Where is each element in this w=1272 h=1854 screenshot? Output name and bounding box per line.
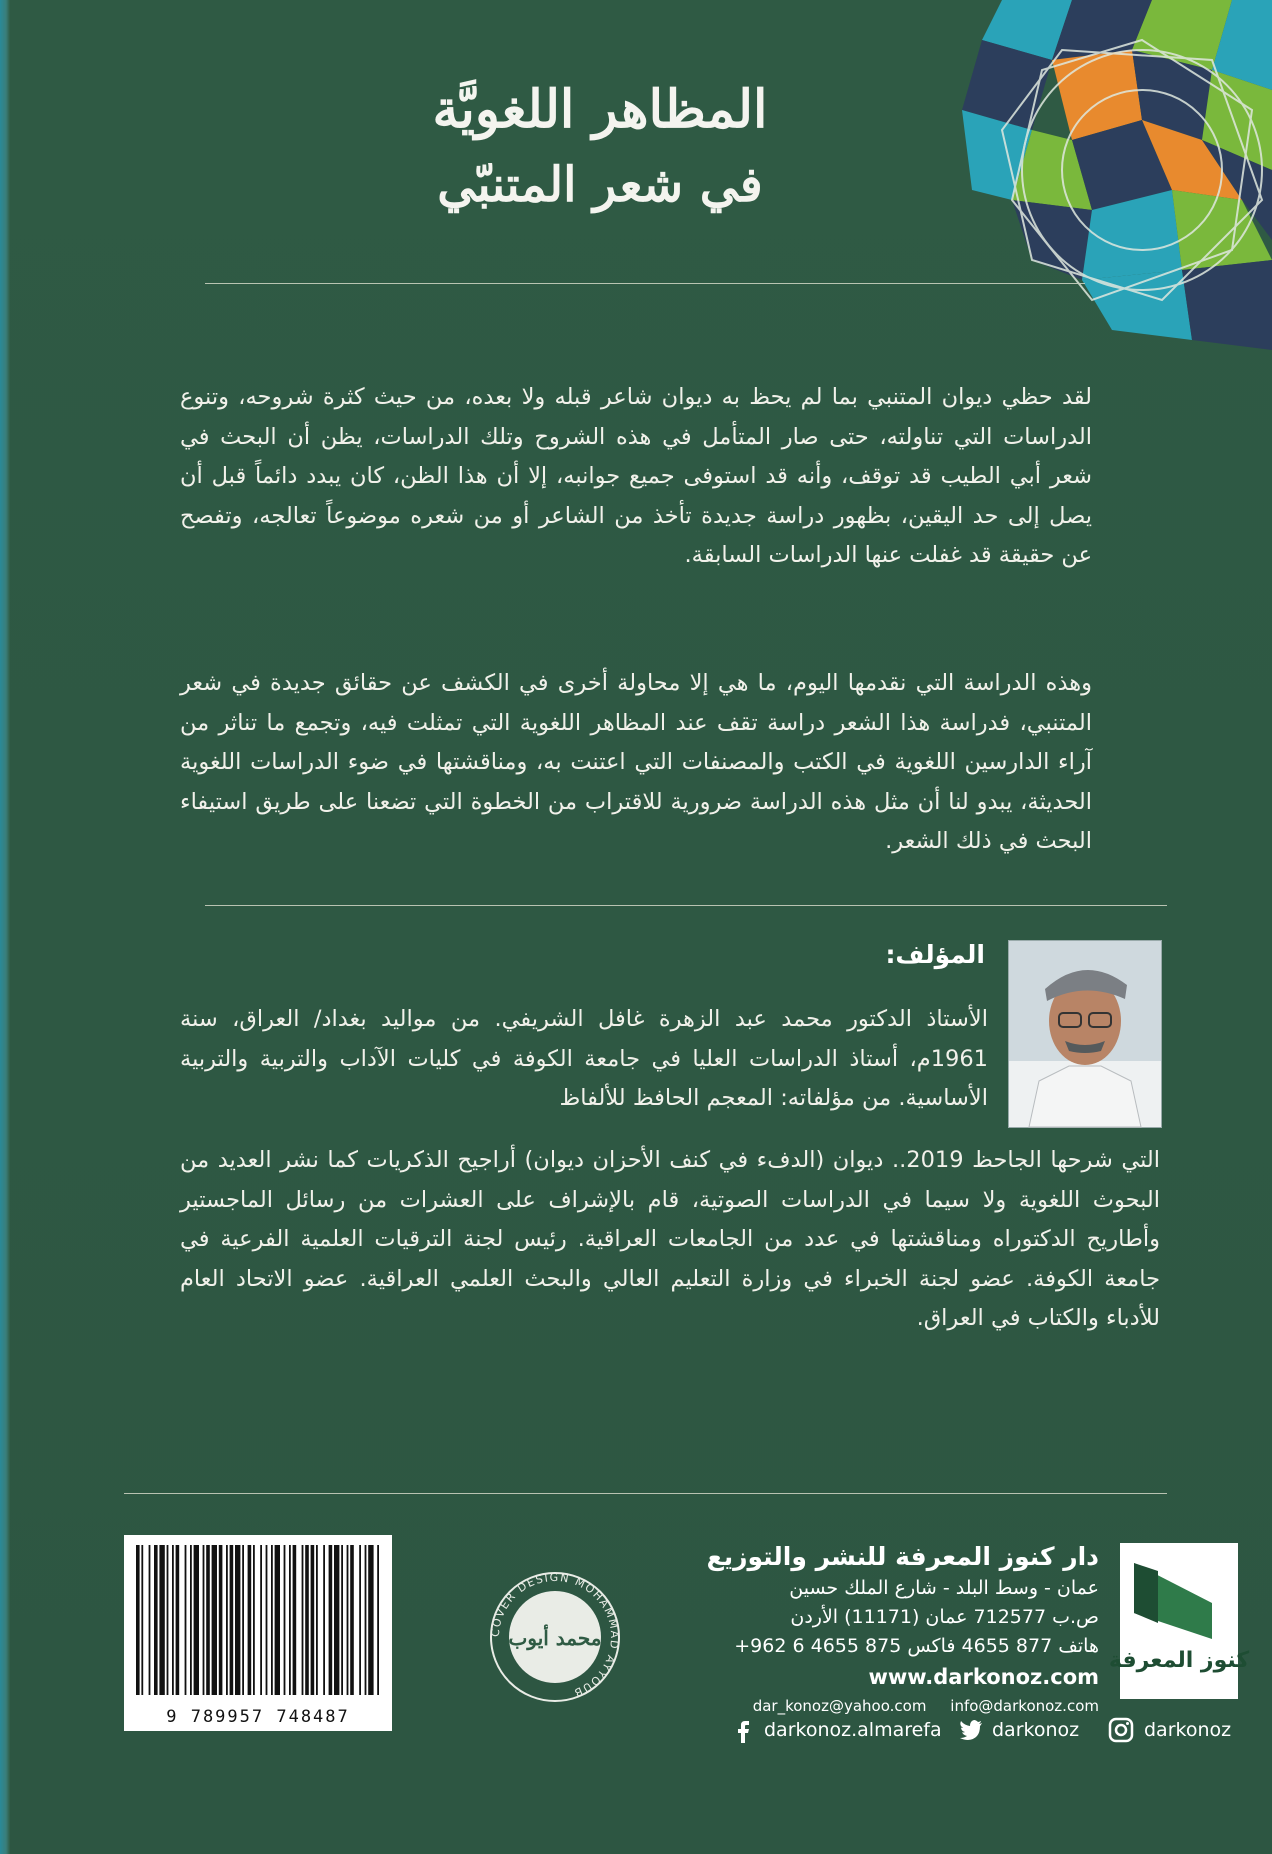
publisher-website: www.darkonoz.com [868,1665,1099,1689]
barcode-bar [305,1545,309,1695]
isbn-number: 9 789957 748487 [166,1707,350,1727]
publisher-info [699,1540,1099,1719]
publisher-logo [1108,1543,1250,1699]
barcode-bar [311,1545,315,1695]
facebook-handle: darkonoz.almarefa [764,1719,942,1741]
barcode-bar [219,1545,223,1695]
barcode-bar [159,1545,164,1695]
barcode-bar [253,1545,255,1695]
facebook-link[interactable] [730,1712,942,1748]
barcode-bar [248,1545,252,1695]
barcode-bar [359,1545,361,1695]
instagram-link[interactable] [1108,1712,1231,1748]
cover-designer-seal [488,1570,622,1704]
publisher-name: دار كنوز المعرفة للنشر والتوزيع [706,1542,1099,1571]
barcode-bar [230,1545,234,1695]
barcode-bar [172,1545,174,1695]
twitter-link[interactable] [958,1712,1079,1748]
author-bio-top: الأستاذ الدكتور محمد عبد الزهرة غافل الشريفي. من مواليد بغداد/ العراق، سنة 1961م، أستاذ الدراسات العليا في جامعة الكوفة في كليات الآداب والتربية والتربية الأساسية. من مؤلفاته: المعجم الحافظ للألفاظ [180,1006,988,1111]
barcode-bar [271,1545,273,1695]
twitter-icon [958,1717,984,1743]
barcode-bar [226,1545,228,1695]
blurb-paragraph-1: لقد حظي ديوان المتنبي بما لم يحظ به ديوان شاعر قبله ولا بعده، من حيث كثرة شروحه، وتنوع الدراسات التي تناولته، حتى صار المتأمل في هذه الشروح وتلك الدراسات، يظن أن البحث في شعر أبي الطيب قد توقف، وأنه قد استوفى جميع جوانبه، إلا أن هذا الظن، كان يبدد دائماً قبل أن يصل إلى حد اليقين، بظهور دراسة جديدة تأخذ من الشاعر أو من شعره موضوعاً تعالجه، وتفصح عن حقيقة قد غفلت عنها الدراسات السابقة. [180,384,1092,568]
barcode-bar [242,1545,244,1695]
svg-text:محمد أيوب: محمد أيوب [508,1626,602,1650]
spine-edge [0,0,10,1854]
facebook-icon [730,1717,756,1743]
publisher-phone: هاتف 877 4655 فاكس 875 4655 6 962+ [734,1635,1099,1657]
barcode-bar [341,1545,343,1695]
barcode-bar [302,1545,304,1695]
social-links [730,1712,1242,1748]
barcode-bar [194,1545,199,1695]
barcode-bar [334,1545,339,1695]
author-heading: المؤلف: [885,940,985,969]
barcode-bar [260,1545,262,1695]
author-photo [1008,940,1162,1128]
barcode-bar [185,1545,187,1695]
instagram-handle: darkonoz [1144,1719,1232,1741]
barcode-bar [289,1545,291,1695]
barcode-bar [377,1545,379,1695]
title-line-1: المظاهر اللغويَّة [432,79,768,140]
barcode-bar [149,1545,151,1695]
instagram-icon [1108,1717,1134,1743]
barcode-bar [136,1545,140,1695]
publisher-email-info: info@darkonoz.com [950,1697,1099,1715]
barcode-bar [329,1545,333,1695]
barcode-bar [266,1545,268,1695]
isbn-barcode [124,1535,392,1731]
barcode-bar [350,1545,354,1695]
publisher-email-yahoo: dar_konoz@yahoo.com [752,1697,927,1715]
barcode-bar [316,1545,318,1695]
barcode-bar [190,1545,192,1695]
barcode-bars [124,1535,392,1731]
publisher-po-box: ص.ب 712577 عمان (11171) الأردن [790,1606,1099,1628]
barcode-bar [347,1545,349,1695]
barcode-bar [235,1545,240,1695]
barcode-bar [154,1545,158,1695]
svg-text:كنوز المعرفة: كنوز المعرفة [1108,1648,1250,1673]
author-bio-rest: التي شرحها الجاحظ 2019.. ديوان (الدفء في كنف الأحزان ديوان) أراجيح الذكريات كما نشر العديد من البحوث اللغوية ولا سيما في الدراسات الصوتية، قام بالإشراف على العشرات من رسائل الماجستير وأطاريح الدكتوراه ومناقشتها في عدد من الجامعات العراقية. رئيس لجنة الترقيات العلمية الفرعية في جامعة الكوفة. عضو لجنة الخبراء في وزارة التعليم العالي والبحث العلمي العراقية. عضو الاتحاد العام للأدباء والكتاب في العراق. [180,1147,1160,1331]
divider-middle [205,905,1167,906]
barcode-bar [176,1545,180,1695]
barcode-bar [206,1545,210,1695]
svg-text:COVER DESIGN MOHAMMAD AYYOUB: COVER DESIGN MOHAMMAD AYYOUB [488,1570,622,1700]
blurb-paragraph-2: وهذه الدراسة التي نقدمها اليوم، ما هي إلا محاولة أخرى في الكشف عن حقائق جديدة في شعر المتنبي، فدراسة هذا الشعر دراسة تقف عند المظاهر اللغوية التي تمثلت فيه، وتجمع ما تناثر من آراء الدارسين اللغوية في الكتب والمصنفات التي اعتنت به، ومناقشتها في ضوء الدراسات اللغوية الحديثة، يبدو لنا أن مثل هذه الدراسة ضرورية للاقتراب من الخطوة التي تضعنا على طريق استيفاء البحث في ذلك الشعر. [180,670,1092,854]
barcode-bar [212,1545,217,1695]
barcode-bar [368,1545,373,1695]
divider-top [205,283,1085,284]
divider-bottom [124,1493,1167,1494]
barcode-bar [284,1545,286,1695]
barcode-bar [167,1545,169,1695]
twitter-handle: darkonoz [992,1719,1080,1741]
publisher-address: عمان - وسط البلد - شارع الملك حسين [789,1577,1099,1599]
barcode-bar [365,1545,367,1695]
barcode-bar [293,1545,297,1695]
barcode-bar [141,1545,143,1695]
title-line-2: في شعر المتنبّي [437,157,763,213]
barcode-bar [323,1545,325,1695]
barcode-bar [203,1545,205,1695]
barcode-bar [275,1545,280,1695]
book-title [200,70,1000,220]
